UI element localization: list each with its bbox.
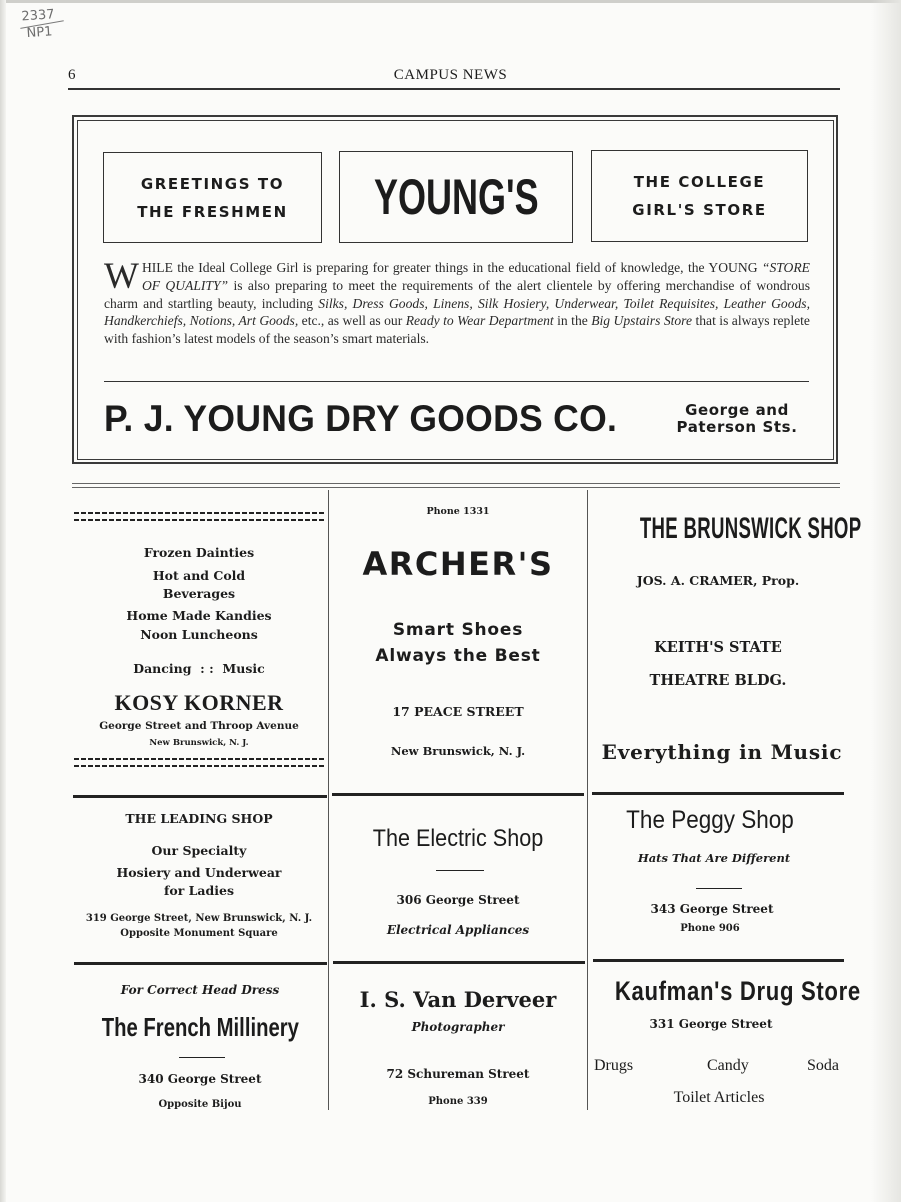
ad-peggy-shop bbox=[592, 802, 844, 952]
drop-cap: W bbox=[104, 256, 139, 297]
electric-divider bbox=[436, 870, 484, 871]
column-divider-1 bbox=[328, 490, 329, 1110]
brunswick-location-2: THEATRE BLDG. bbox=[649, 672, 787, 689]
vanderveer-profession: Photographer bbox=[411, 1020, 505, 1034]
youngs-logo-box bbox=[339, 151, 573, 243]
brunswick-location-1: KEITH'S STATE bbox=[654, 639, 782, 656]
kosy-street: George Street and Throop Avenue bbox=[99, 720, 299, 732]
millinery-tagline: For Correct Head Dress bbox=[120, 983, 280, 997]
annotation-code: NP1 bbox=[26, 24, 53, 42]
archers-name: ARCHER'S bbox=[362, 545, 554, 583]
kosy-name: KOSY KORNER bbox=[114, 690, 284, 715]
peggy-street: 343 George Street bbox=[650, 902, 774, 916]
annotation-number: 2337 bbox=[20, 7, 55, 25]
youngs-logo: YOUNG'S bbox=[373, 169, 539, 225]
youngs-address bbox=[662, 402, 812, 436]
youngs-address-line-1: George and bbox=[685, 401, 789, 419]
millinery-name: The French Millinery bbox=[101, 1012, 299, 1042]
body-text-segment: that is always replete with fashion’s latest models of the season’s smart materials. bbox=[104, 313, 810, 347]
body-italic-segment: Silks, Dress Goods, Linens, Silk Hosiery, Underwear, Toilet Requisites, Leather Goods, Handkerchiefs, Notions, Art Goods, bbox=[104, 295, 811, 329]
body-text-segment: etc., as well as our bbox=[298, 313, 406, 329]
youngs-ad-body bbox=[104, 256, 811, 348]
dash-rule-top-1 bbox=[74, 512, 324, 514]
millinery-landmark: Opposite Bijou bbox=[158, 1099, 242, 1110]
peggy-name: The Peggy Shop bbox=[626, 806, 794, 834]
kosy-city: New Brunswick, N. J. bbox=[149, 738, 249, 748]
brunswick-tagline: Everything in Music bbox=[601, 740, 843, 764]
scan-border-left bbox=[0, 0, 6, 1202]
electric-name: The Electric Shop bbox=[372, 825, 544, 852]
header-rule bbox=[68, 88, 840, 90]
ad-leading-shop bbox=[70, 805, 328, 955]
body-italic-segment: “STORE OF QUALITY” bbox=[141, 260, 810, 293]
row-rule-1a bbox=[73, 795, 327, 798]
kaufmans-product-drugs: Drugs bbox=[594, 1057, 634, 1074]
vanderveer-name: I. S. Van Derveer bbox=[359, 987, 557, 1012]
kosy-item-1: Frozen Dainties bbox=[143, 545, 255, 560]
youngs-company-name: P. J. YOUNG DRY GOODS CO. bbox=[104, 398, 618, 439]
youngs-ad-rule bbox=[104, 381, 809, 382]
kosy-item-2: Hot and Cold bbox=[152, 568, 246, 583]
kaufmans-product-candy: Candy bbox=[707, 1057, 749, 1074]
millinery-divider bbox=[179, 1057, 225, 1058]
ad-kosy-korner bbox=[74, 510, 324, 770]
leading-specialty-2: for Ladies bbox=[163, 883, 235, 898]
greetings-line-1: GREETINGS TO bbox=[140, 174, 285, 193]
brunswick-name: THE BRUNSWICK SHOP bbox=[639, 512, 862, 545]
ad-french-millinery bbox=[74, 972, 326, 1112]
youngs-body-text bbox=[104, 256, 811, 347]
kaufmans-name: Kaufman's Drug Store bbox=[614, 976, 861, 1006]
row-rule-1b bbox=[332, 793, 584, 796]
peggy-phone: Phone 906 bbox=[680, 923, 740, 934]
row-rule-2a bbox=[74, 962, 327, 965]
archers-phone: Phone 1331 bbox=[426, 506, 490, 517]
youngs-address-line-2: Paterson Sts. bbox=[676, 418, 798, 436]
peggy-tagline: Hats That Are Different bbox=[637, 851, 791, 865]
millinery-street: 340 George Street bbox=[138, 1072, 262, 1086]
greetings-box bbox=[103, 152, 322, 243]
row-rule-1c bbox=[592, 792, 844, 795]
ad-electric-shop bbox=[332, 805, 584, 955]
electric-tagline: Electrical Appliances bbox=[386, 923, 530, 937]
kosy-item-4: Home Made Kandies bbox=[126, 608, 272, 623]
row-rule-2b bbox=[333, 961, 585, 964]
archers-city: New Brunswick, N. J. bbox=[390, 744, 526, 758]
handwritten-annotation bbox=[21, 7, 65, 42]
brunswick-proprietor: JOS. A. CRAMER, Prop. bbox=[636, 573, 800, 588]
peggy-divider bbox=[696, 888, 742, 889]
leading-specialty-1: Hosiery and Underwear bbox=[116, 865, 282, 880]
kosy-item-3: Beverages bbox=[162, 586, 236, 601]
leading-specialty-label: Our Specialty bbox=[151, 843, 247, 858]
body-italic-segment: Big Upstairs Store bbox=[591, 313, 693, 329]
kosy-item-5: Noon Luncheons bbox=[140, 627, 258, 642]
college-girl-line-1: THE COLLEGE bbox=[633, 173, 766, 191]
kaufmans-street: 331 George Street bbox=[649, 1017, 773, 1031]
dash-rule-bottom-1 bbox=[74, 758, 324, 760]
kaufmans-product-toilet-articles: Toilet Articles bbox=[673, 1089, 765, 1106]
ad-kaufmans bbox=[592, 970, 861, 1115]
electric-street: 306 George Street bbox=[396, 893, 520, 907]
ad-brunswick-shop bbox=[592, 500, 862, 780]
scan-border-right bbox=[871, 0, 901, 1202]
greetings-line-2: THE FRESHMEN bbox=[137, 202, 288, 221]
body-text-segment: HILE the Ideal College Girl is preparing for greater things in the educational field of knowledge, the YOUNG bbox=[141, 260, 762, 275]
leading-address: 319 George Street, New Brunswick, N. J. bbox=[85, 913, 313, 924]
leading-name: THE LEADING SHOP bbox=[125, 811, 273, 826]
kaufmans-product-soda: Soda bbox=[807, 1057, 839, 1074]
leading-landmark: Opposite Monument Square bbox=[120, 928, 278, 939]
section-double-rule bbox=[72, 483, 840, 488]
ad-archers bbox=[332, 500, 584, 780]
archers-tagline-1: Smart Shoes bbox=[392, 620, 524, 640]
row-rule-2c bbox=[593, 959, 844, 962]
college-girl-box bbox=[591, 150, 808, 242]
running-head-title: CAMPUS NEWS bbox=[393, 67, 508, 83]
body-italic-segment: Ready to Wear Department bbox=[405, 313, 554, 329]
vanderveer-street: 72 Schureman Street bbox=[386, 1067, 530, 1081]
college-girl-line-2: GIRL'S STORE bbox=[632, 201, 767, 219]
page-number: 6 bbox=[68, 67, 76, 83]
ad-van-derveer bbox=[332, 972, 584, 1112]
body-text-segment: in the bbox=[553, 313, 592, 329]
scan-border-top bbox=[0, 0, 901, 3]
body-text-segment: is also preparing to meet the requirements of the alert clientele by offering merchandise of wondrous charm and startling beauty, including bbox=[104, 277, 810, 311]
archers-tagline-2: Always the Best bbox=[375, 646, 541, 666]
kosy-entertainment: Dancing : : Music bbox=[133, 661, 265, 676]
dash-rule-bottom-2 bbox=[74, 765, 324, 767]
dash-rule-top-2 bbox=[74, 519, 324, 521]
vanderveer-phone: Phone 339 bbox=[428, 1096, 488, 1107]
archers-street: 17 PEACE STREET bbox=[392, 704, 524, 719]
